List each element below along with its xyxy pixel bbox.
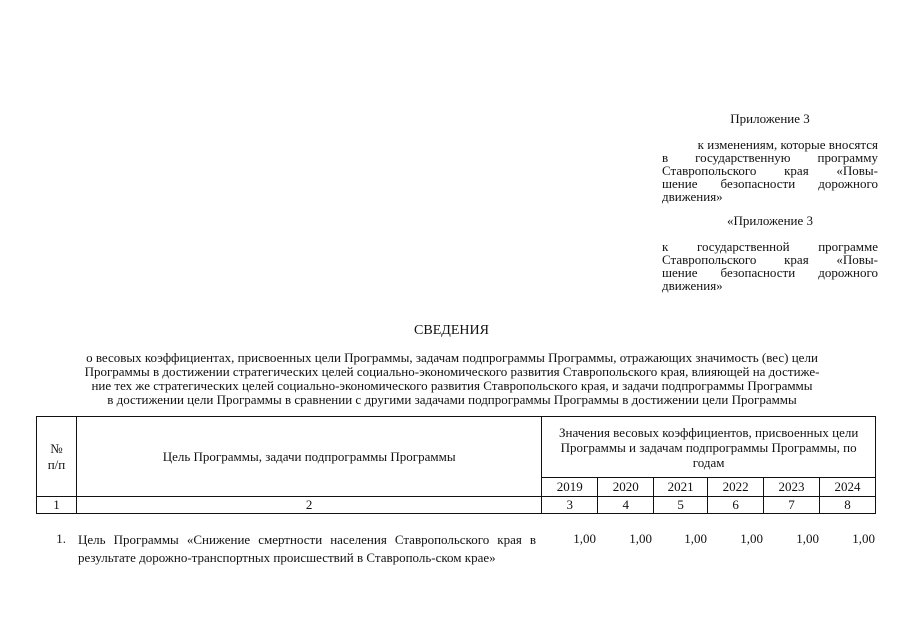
row-value: 1,00 bbox=[573, 531, 596, 546]
inner-appendix-title: «Приложение 3 bbox=[726, 213, 814, 228]
inner-appendix-description bbox=[662, 240, 878, 292]
row-number: 1. bbox=[56, 531, 66, 546]
header-number-label: № п/п bbox=[47, 440, 66, 472]
appendix-description bbox=[662, 138, 878, 203]
header-year: 2022 bbox=[708, 478, 764, 497]
header-year: 2024 bbox=[819, 478, 875, 497]
header-year: 2019 bbox=[542, 478, 598, 497]
column-number: 5 bbox=[654, 497, 708, 514]
row-value: 1,00 bbox=[684, 531, 707, 546]
appendix-line: движения» bbox=[662, 189, 723, 204]
column-number: 4 bbox=[598, 497, 654, 514]
header-year: 2021 bbox=[654, 478, 708, 497]
column-number: 6 bbox=[708, 497, 764, 514]
header-year: 2020 bbox=[598, 478, 654, 497]
column-number: 7 bbox=[764, 497, 820, 514]
row-goal-text: Цель Программы «Снижение смертности населения Ставропольского края в результате дорожно-транспортных происшествий в Ставрополь-ском крае» bbox=[78, 532, 536, 565]
subtitle-line: ние тех же стратегических целей социально-экономического развития Ставропольского края, и задачи подпрограммы Программы bbox=[91, 378, 813, 393]
appendix-line: Ставропольского края «Повы- bbox=[662, 163, 878, 178]
subtitle-line: Программы в достижении стратегических целей социально-экономического развития Ставропольского края, влияющей на достиже- bbox=[84, 364, 820, 379]
coefficients-table-header bbox=[36, 416, 876, 514]
row-value: 1,00 bbox=[852, 531, 875, 546]
appendix-line: к изменениям, которые вносятся bbox=[697, 137, 878, 152]
column-number: 3 bbox=[542, 497, 598, 514]
column-number: 1 bbox=[37, 497, 77, 514]
header-goal: Цель Программы, задачи подпрограммы Программы bbox=[76, 417, 541, 497]
column-number: 8 bbox=[819, 497, 875, 514]
document-subtitle bbox=[34, 351, 870, 407]
column-number: 2 bbox=[76, 497, 541, 514]
header-values: Значения весовых коэффициентов, присвоенных цели Программы и задачам подпрограммы Программы, по годам bbox=[542, 417, 876, 478]
appendix-line: в государственную программу bbox=[662, 150, 878, 165]
inner-appendix-line: к государственной программе bbox=[662, 239, 878, 254]
row-value: 1,00 bbox=[796, 531, 819, 546]
subtitle-line: о весовых коэффициентах, присвоенных цели Программы, задачам подпрограммы Программы, отражающих значимость (вес) цели bbox=[86, 350, 818, 365]
inner-appendix-line: Ставропольского края «Повы- bbox=[662, 252, 878, 267]
header-number bbox=[37, 417, 77, 497]
header-year: 2023 bbox=[764, 478, 820, 497]
inner-appendix-line: движения» bbox=[662, 278, 723, 293]
appendix-title: Приложение 3 bbox=[730, 111, 810, 126]
appendix-line: шение безопасности дорожного bbox=[662, 176, 878, 191]
inner-appendix-line: шение безопасности дорожного bbox=[662, 265, 878, 280]
document-heading: СВЕДЕНИЯ bbox=[414, 323, 489, 338]
row-value: 1,00 bbox=[740, 531, 763, 546]
row-value: 1,00 bbox=[629, 531, 652, 546]
subtitle-line: в достижении цели Программы в сравнении с другими задачами подпрограммы Программы в достижении цели Программы bbox=[107, 392, 797, 407]
